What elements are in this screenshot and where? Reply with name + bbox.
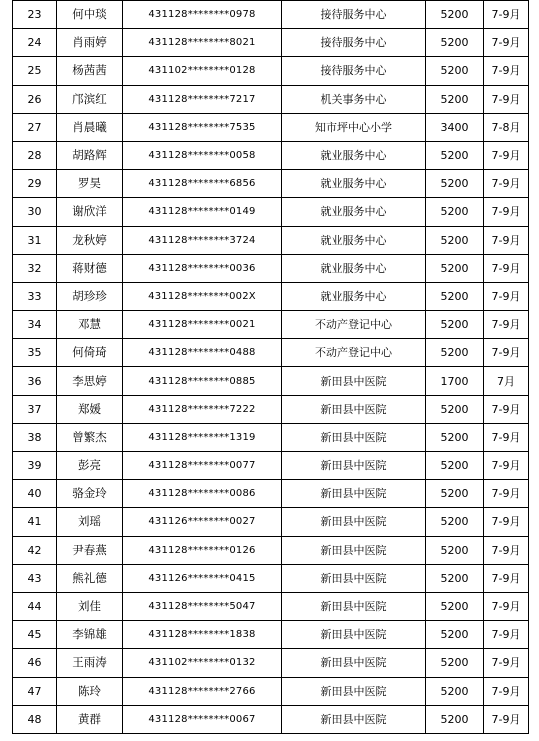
id-number-cell: 431128********0077 (123, 452, 282, 480)
period-cell: 7-9月 (484, 85, 529, 113)
unit-cell: 就业服务中心 (282, 141, 426, 169)
period-cell: 7-9月 (484, 677, 529, 705)
period-cell: 7-9月 (484, 1, 529, 29)
period-cell: 7-8月 (484, 113, 529, 141)
unit-cell: 就业服务中心 (282, 282, 426, 310)
period-cell: 7-9月 (484, 592, 529, 620)
period-cell: 7-9月 (484, 621, 529, 649)
amount-cell: 5200 (426, 705, 484, 733)
name-cell: 骆金玲 (57, 480, 123, 508)
unit-cell: 新田县中医院 (282, 621, 426, 649)
row-number-cell: 33 (13, 282, 57, 310)
id-number-cell: 431128********0126 (123, 536, 282, 564)
period-cell: 7-9月 (484, 395, 529, 423)
amount-cell: 5200 (426, 29, 484, 57)
row-number-cell: 42 (13, 536, 57, 564)
row-number-cell: 25 (13, 57, 57, 85)
amount-cell: 3400 (426, 113, 484, 141)
table-row (13, 452, 529, 480)
amount-cell: 5200 (426, 254, 484, 282)
unit-cell: 就业服务中心 (282, 198, 426, 226)
table-row (13, 480, 529, 508)
unit-cell: 不动产登记中心 (282, 311, 426, 339)
period-cell: 7-9月 (484, 536, 529, 564)
id-number-cell: 431128********5047 (123, 592, 282, 620)
amount-cell: 5200 (426, 480, 484, 508)
row-number-cell: 48 (13, 705, 57, 733)
amount-cell: 5200 (426, 564, 484, 592)
unit-cell: 新田县中医院 (282, 367, 426, 395)
table-row (13, 29, 529, 57)
id-number-cell: 431102********0132 (123, 649, 282, 677)
id-number-cell: 431126********0027 (123, 508, 282, 536)
roster-body (13, 1, 529, 734)
unit-cell: 新田县中医院 (282, 705, 426, 733)
unit-cell: 新田县中医院 (282, 452, 426, 480)
period-cell: 7-9月 (484, 452, 529, 480)
row-number-cell: 39 (13, 452, 57, 480)
name-cell: 李思婷 (57, 367, 123, 395)
id-number-cell: 431128********2766 (123, 677, 282, 705)
id-number-cell: 431128********0885 (123, 367, 282, 395)
id-number-cell: 431128********0086 (123, 480, 282, 508)
table-row (13, 170, 529, 198)
name-cell: 胡路辉 (57, 141, 123, 169)
name-cell: 郑媛 (57, 395, 123, 423)
row-number-cell: 41 (13, 508, 57, 536)
id-number-cell: 431128********0149 (123, 198, 282, 226)
id-number-cell: 431126********0415 (123, 564, 282, 592)
unit-cell: 新田县中医院 (282, 536, 426, 564)
table-row (13, 564, 529, 592)
period-cell: 7-9月 (484, 649, 529, 677)
name-cell: 谢欣洋 (57, 198, 123, 226)
row-number-cell: 28 (13, 141, 57, 169)
period-cell: 7-9月 (484, 423, 529, 451)
unit-cell: 知市坪中心小学 (282, 113, 426, 141)
name-cell: 何中琰 (57, 1, 123, 29)
name-cell: 尹春燕 (57, 536, 123, 564)
period-cell: 7-9月 (484, 339, 529, 367)
name-cell: 刘瑶 (57, 508, 123, 536)
row-number-cell: 38 (13, 423, 57, 451)
unit-cell: 不动产登记中心 (282, 339, 426, 367)
amount-cell: 5200 (426, 57, 484, 85)
unit-cell: 接待服务中心 (282, 1, 426, 29)
name-cell: 龙秋婷 (57, 226, 123, 254)
amount-cell: 5200 (426, 85, 484, 113)
row-number-cell: 23 (13, 1, 57, 29)
id-number-cell: 431128********1838 (123, 621, 282, 649)
unit-cell: 就业服务中心 (282, 170, 426, 198)
amount-cell: 5200 (426, 311, 484, 339)
unit-cell: 新田县中医院 (282, 423, 426, 451)
id-number-cell: 431102********0128 (123, 57, 282, 85)
unit-cell: 新田县中医院 (282, 592, 426, 620)
table-row (13, 339, 529, 367)
amount-cell: 5200 (426, 677, 484, 705)
row-number-cell: 32 (13, 254, 57, 282)
amount-cell: 5200 (426, 198, 484, 226)
period-cell: 7-9月 (484, 29, 529, 57)
id-number-cell: 431128********0058 (123, 141, 282, 169)
name-cell: 王雨涛 (57, 649, 123, 677)
period-cell: 7-9月 (484, 141, 529, 169)
row-number-cell: 37 (13, 395, 57, 423)
name-cell: 肖晨曦 (57, 113, 123, 141)
unit-cell: 新田县中医院 (282, 508, 426, 536)
id-number-cell: 431128********7535 (123, 113, 282, 141)
name-cell: 邓慧 (57, 311, 123, 339)
table-row (13, 254, 529, 282)
id-number-cell: 431128********3724 (123, 226, 282, 254)
name-cell: 彭亮 (57, 452, 123, 480)
unit-cell: 接待服务中心 (282, 29, 426, 57)
id-number-cell: 431128********002X (123, 282, 282, 310)
period-cell: 7-9月 (484, 508, 529, 536)
period-cell: 7月 (484, 367, 529, 395)
unit-cell: 新田县中医院 (282, 677, 426, 705)
amount-cell: 5200 (426, 621, 484, 649)
amount-cell: 5200 (426, 395, 484, 423)
row-number-cell: 29 (13, 170, 57, 198)
name-cell: 罗昊 (57, 170, 123, 198)
period-cell: 7-9月 (484, 57, 529, 85)
roster-table (12, 0, 529, 734)
name-cell: 邝滨红 (57, 85, 123, 113)
name-cell: 何倚琦 (57, 339, 123, 367)
name-cell: 胡珍珍 (57, 282, 123, 310)
period-cell: 7-9月 (484, 480, 529, 508)
row-number-cell: 36 (13, 367, 57, 395)
row-number-cell: 34 (13, 311, 57, 339)
name-cell: 熊礼德 (57, 564, 123, 592)
table-row (13, 226, 529, 254)
amount-cell: 5200 (426, 170, 484, 198)
table-row (13, 395, 529, 423)
id-number-cell: 431128********0067 (123, 705, 282, 733)
unit-cell: 新田县中医院 (282, 395, 426, 423)
table-row (13, 705, 529, 733)
row-number-cell: 45 (13, 621, 57, 649)
amount-cell: 5200 (426, 452, 484, 480)
unit-cell: 机关事务中心 (282, 85, 426, 113)
id-number-cell: 431128********0036 (123, 254, 282, 282)
period-cell: 7-9月 (484, 226, 529, 254)
amount-cell: 5200 (426, 423, 484, 451)
unit-cell: 就业服务中心 (282, 226, 426, 254)
period-cell: 7-9月 (484, 705, 529, 733)
period-cell: 7-9月 (484, 564, 529, 592)
id-number-cell: 431128********6856 (123, 170, 282, 198)
unit-cell: 新田县中医院 (282, 649, 426, 677)
amount-cell: 1700 (426, 367, 484, 395)
table-row (13, 592, 529, 620)
row-number-cell: 24 (13, 29, 57, 57)
table-row (13, 536, 529, 564)
unit-cell: 就业服务中心 (282, 254, 426, 282)
row-number-cell: 40 (13, 480, 57, 508)
name-cell: 蒋财德 (57, 254, 123, 282)
name-cell: 刘佳 (57, 592, 123, 620)
id-number-cell: 431128********7222 (123, 395, 282, 423)
period-cell: 7-9月 (484, 311, 529, 339)
period-cell: 7-9月 (484, 254, 529, 282)
id-number-cell: 431128********7217 (123, 85, 282, 113)
amount-cell: 5200 (426, 536, 484, 564)
amount-cell: 5200 (426, 226, 484, 254)
row-number-cell: 46 (13, 649, 57, 677)
amount-cell: 5200 (426, 141, 484, 169)
table-row (13, 508, 529, 536)
table-row (13, 311, 529, 339)
amount-cell: 5200 (426, 339, 484, 367)
amount-cell: 5200 (426, 592, 484, 620)
period-cell: 7-9月 (484, 170, 529, 198)
table-row (13, 282, 529, 310)
row-number-cell: 44 (13, 592, 57, 620)
table-row (13, 1, 529, 29)
name-cell: 肖雨婷 (57, 29, 123, 57)
table-row (13, 677, 529, 705)
amount-cell: 5200 (426, 508, 484, 536)
row-number-cell: 26 (13, 85, 57, 113)
name-cell: 曾繁杰 (57, 423, 123, 451)
unit-cell: 接待服务中心 (282, 57, 426, 85)
table-row (13, 57, 529, 85)
table-row (13, 198, 529, 226)
id-number-cell: 431128********0488 (123, 339, 282, 367)
table-row (13, 85, 529, 113)
id-number-cell: 431128********8021 (123, 29, 282, 57)
amount-cell: 5200 (426, 1, 484, 29)
period-cell: 7-9月 (484, 198, 529, 226)
id-number-cell: 431128********0021 (123, 311, 282, 339)
table-row (13, 621, 529, 649)
id-number-cell: 431128********0978 (123, 1, 282, 29)
row-number-cell: 27 (13, 113, 57, 141)
id-number-cell: 431128********1319 (123, 423, 282, 451)
table-row (13, 423, 529, 451)
row-number-cell: 30 (13, 198, 57, 226)
period-cell: 7-9月 (484, 282, 529, 310)
amount-cell: 5200 (426, 649, 484, 677)
name-cell: 陈玲 (57, 677, 123, 705)
table-row (13, 367, 529, 395)
unit-cell: 新田县中医院 (282, 564, 426, 592)
row-number-cell: 35 (13, 339, 57, 367)
row-number-cell: 31 (13, 226, 57, 254)
row-number-cell: 43 (13, 564, 57, 592)
name-cell: 黄群 (57, 705, 123, 733)
row-number-cell: 47 (13, 677, 57, 705)
table-row (13, 649, 529, 677)
name-cell: 杨茜茜 (57, 57, 123, 85)
unit-cell: 新田县中医院 (282, 480, 426, 508)
amount-cell: 5200 (426, 282, 484, 310)
table-row (13, 113, 529, 141)
name-cell: 李锦雄 (57, 621, 123, 649)
table-row (13, 141, 529, 169)
